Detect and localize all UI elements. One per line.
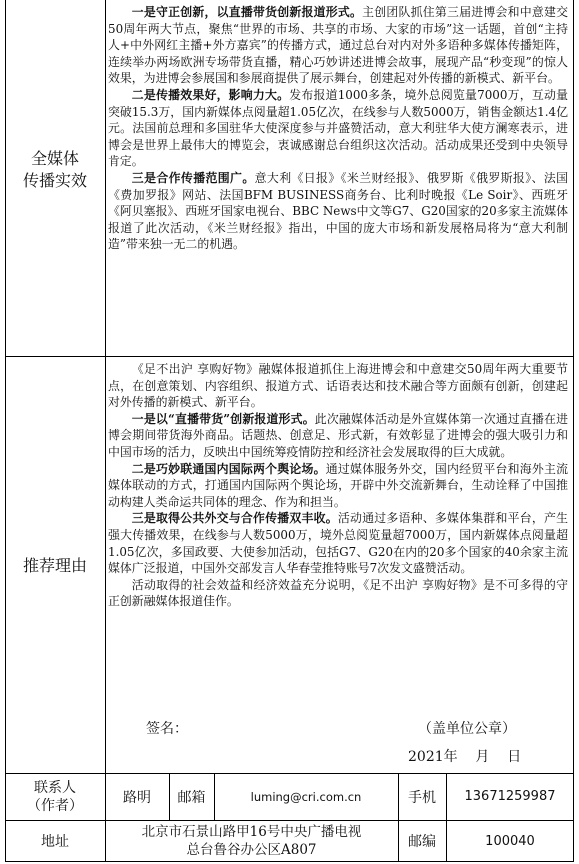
reason-paragraph-2-text: 此次融媒体活动是外宣媒体第一次通过直播在进博会期间带货海外商品。话题热、创意足、形式新，有效彰显了进博会的强大吸引力和中国市场的活力，反映出中国统筹疫情防控和经济社会发展取得的巨大成就。	[108, 411, 568, 459]
reason-content	[108, 361, 568, 610]
media-paragraph-1-heading: 一是守正创新，以直播带货创新报道形式。	[131, 5, 363, 19]
media-paragraph-3	[108, 170, 568, 253]
media-content	[108, 4, 568, 253]
email-label: 邮箱	[177, 789, 206, 806]
address-value	[105, 820, 398, 862]
seal-label: （盖单位公章）	[418, 721, 516, 737]
reason-paragraph-4	[108, 510, 568, 576]
row-divider-1	[5, 356, 574, 357]
reason-paragraph-3-heading: 二是巧妙联通国内国际两个舆论场。	[131, 461, 326, 476]
reason-paragraph-5	[108, 577, 568, 610]
contact-label-line1: 联系人	[34, 779, 76, 796]
media-paragraph-2	[108, 87, 568, 170]
address-line2: 总台鲁谷办公区A807	[186, 842, 317, 858]
media-paragraph-3-text: 意大利《日报》《米兰财经报》、俄罗斯《俄罗斯报》、法国《费加罗报》网站、法国BFM BUSINESS商务台、比利时晚报《Le Soir》、西班牙《阿贝塞报》、西班牙国家电视台、BBC News中文等G7、G20国家的20多家主流媒体报道了此次活动，《米兰财经报》指出，中国的庞大市场和新发展格局将为“意大利制造”带来独一无二的机遇。	[108, 170, 568, 252]
reason-section-label: 推荐理由	[22, 556, 87, 575]
media-paragraph-1	[108, 4, 568, 87]
reason-paragraph-4-text: 活动通过多语种、多媒体集群和平台，产生强大传播效果，在线参与人数5000万，境外总阅览量超7000万，国内新媒体点阅量超1.05亿次，多国政要、大使参加活动，包括G7、G20在内的20多个国家的40余家主流媒体广泛报道，中国外交部发言人华春莹推特账号7次发文盛赞活动。	[108, 511, 568, 576]
date-text: 2021年 月 日	[408, 749, 522, 765]
reason-paragraph-1	[108, 361, 568, 411]
media-paragraph-2-heading: 二是传播效果好，影响力大。	[131, 87, 290, 102]
media-paragraph-3-heading: 三是合作传播范围广。	[131, 170, 255, 185]
contact-phone: 13671259987	[464, 789, 556, 804]
contact-name: 路明	[123, 789, 151, 806]
reason-paragraph-2-heading: 一是以“直播带货”创新报道形式。	[131, 411, 315, 426]
contact-label-line2: （作者）	[27, 797, 83, 814]
signature-label: 签名：	[146, 721, 188, 737]
media-paragraph-1-text: 主创团队抓住第三届进博会和中意建交50周年两大节点，聚焦“世界的市场、共享的市场、大家的市场”这一话题，首创“主持人+中外网红主播+外方嘉宾”的传播方式，通过总台对内对外多语种多媒体传播矩阵，连续举办两场欧洲专场带货直播，精心巧妙讲述进博会故事，展现产品“秒变现”的惊人效果，为进博会参展国和参展商提供了展示舞台，创建起对外传播的新模式、新平台。	[108, 5, 568, 86]
reason-paragraph-4-heading: 三是取得公共外交与合作传播双丰收。	[131, 511, 338, 526]
reason-paragraph-3	[108, 461, 568, 511]
reason-paragraph-1-text: 《足不出沪 享购好物》融媒体报道抓住上海进博会和中意建交50周年两大重要节点，在创意策划、内容组织、报道方式、话语表达和技术融合等方面颇有创新，创建起对外传播的新模式、新平台。	[108, 362, 568, 410]
contact-label	[5, 773, 105, 820]
label-column-divider	[105, 0, 106, 862]
reason-paragraph-5-text: 活动取得的社会效益和经济效益充分说明，《足不出沪 享购好物》是不可多得的守正创新融媒体报道佳作。	[108, 577, 568, 609]
media-paragraph-2-text: 发布报道1000多条，境外总阅览量7000万，互动量突破15.3万，国内新媒体点阅量超1.05亿次，在线参与人数5000万，销售金额达1.4亿元。法国前总理和多国驻华大使深度参与并盛赞活动，意大利驻华大使方澜寒表示，进博会是世界上最伟大的博览会，衷诚感谢总台组织这次活动。活动成果还受到中央领导肯定。	[108, 87, 568, 169]
contact-email: luming@cri.com.cn	[250, 789, 362, 804]
reason-paragraph-2	[108, 411, 568, 461]
address-line1: 北京市石景山路甲16号中央广播电视	[141, 824, 362, 840]
postcode-label: 邮编	[408, 834, 436, 850]
media-label-line1: 全媒体	[30, 149, 79, 168]
address-label: 地址	[41, 834, 69, 850]
media-section-label	[5, 148, 105, 192]
reason-paragraph-3-text: 通过媒体服务外交，国内经贸平台和海外主流媒体联动的方式，打通国内国际两个舆论场，开辟中外交流新舞台，生动诠释了中国推动构建人类命运共同体的理念、作为和担当。	[108, 461, 568, 509]
media-label-line2: 传播实效	[22, 171, 87, 190]
postcode-value: 100040	[485, 833, 535, 849]
phone-label: 手机	[408, 789, 436, 806]
